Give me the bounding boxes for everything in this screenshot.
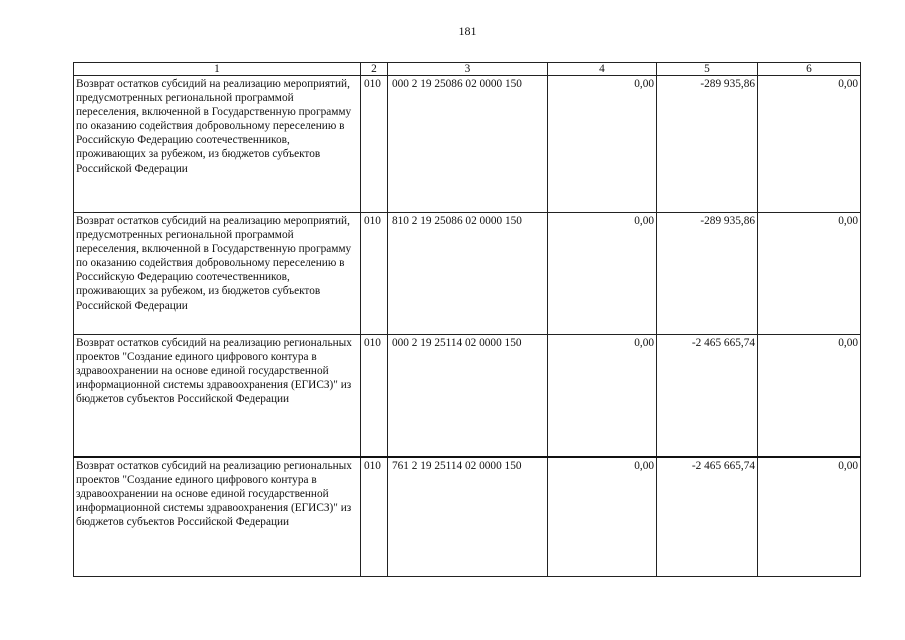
row-name-cell: Возврат остатков субсидий на реализацию мероприятий, предусмотренных региональной программой переселения, включенной в Государственную программу по оказанию содействия добровольному переселению в Российскую Федерацию соотечественников, проживающих за рубежом, из бюджетов субъектов Российской Федерации [74, 213, 361, 335]
row-admin-code-cell: 010 [361, 213, 388, 335]
header-col-5: 5 [657, 63, 758, 76]
row-admin-code-cell: 010 [361, 457, 388, 577]
page-number: 181 [458, 24, 477, 38]
row-name-cell: Возврат остатков субсидий на реализацию региональных проектов "Создание единого цифрового контура в здравоохранении на основе единой государственной информационной системы здравоохранения (ЕГИСЗ)" из бюджетов субъектов Российской Федерации [74, 335, 361, 458]
row-col4-cell: 0,00 [548, 213, 657, 335]
header-col-4: 4 [548, 63, 657, 76]
row-col6-cell: 0,00 [758, 335, 861, 458]
table-row [74, 213, 861, 335]
row-budget-code-cell: 000 2 19 25114 02 0000 150 [388, 335, 548, 458]
header-col-3: 3 [388, 63, 548, 76]
row-col5-cell: -289 935,86 [657, 213, 758, 335]
row-col6-cell: 0,00 [758, 76, 861, 213]
row-col5-cell: -2 465 665,74 [657, 335, 758, 458]
row-name-cell: Возврат остатков субсидий на реализацию региональных проектов "Создание единого цифрового контура в здравоохранении на основе единой государственной информационной системы здравоохранения (ЕГИСЗ)" из бюджетов субъектов Российской Федерации [74, 457, 361, 577]
row-budget-code-cell: 000 2 19 25086 02 0000 150 [388, 76, 548, 213]
row-name-cell: Возврат остатков субсидий на реализацию мероприятий, предусмотренных региональной программой переселения, включенной в Государственную программу по оказанию содействия добровольному переселению в Российскую Федерацию соотечественников, проживающих за рубежом, из бюджетов субъектов Российской Федерации [74, 76, 361, 213]
table-row [74, 457, 861, 577]
row-col6-cell: 0,00 [758, 457, 861, 577]
header-col-6: 6 [758, 63, 861, 76]
budget-table [73, 62, 861, 577]
row-budget-code-cell: 810 2 19 25086 02 0000 150 [388, 213, 548, 335]
table-header [74, 63, 861, 76]
row-col4-cell: 0,00 [548, 457, 657, 577]
header-col-2: 2 [361, 63, 388, 76]
row-admin-code-cell: 010 [361, 76, 388, 213]
header-row [74, 63, 861, 76]
header-col-1: 1 [74, 63, 361, 76]
table-row [74, 335, 861, 458]
row-col5-cell: -2 465 665,74 [657, 457, 758, 577]
row-col5-cell: -289 935,86 [657, 76, 758, 213]
row-col6-cell: 0,00 [758, 213, 861, 335]
row-admin-code-cell: 010 [361, 335, 388, 458]
table-body [74, 76, 861, 577]
row-col4-cell: 0,00 [548, 335, 657, 458]
row-col4-cell: 0,00 [548, 76, 657, 213]
table-row [74, 76, 861, 213]
row-budget-code-cell: 761 2 19 25114 02 0000 150 [388, 457, 548, 577]
